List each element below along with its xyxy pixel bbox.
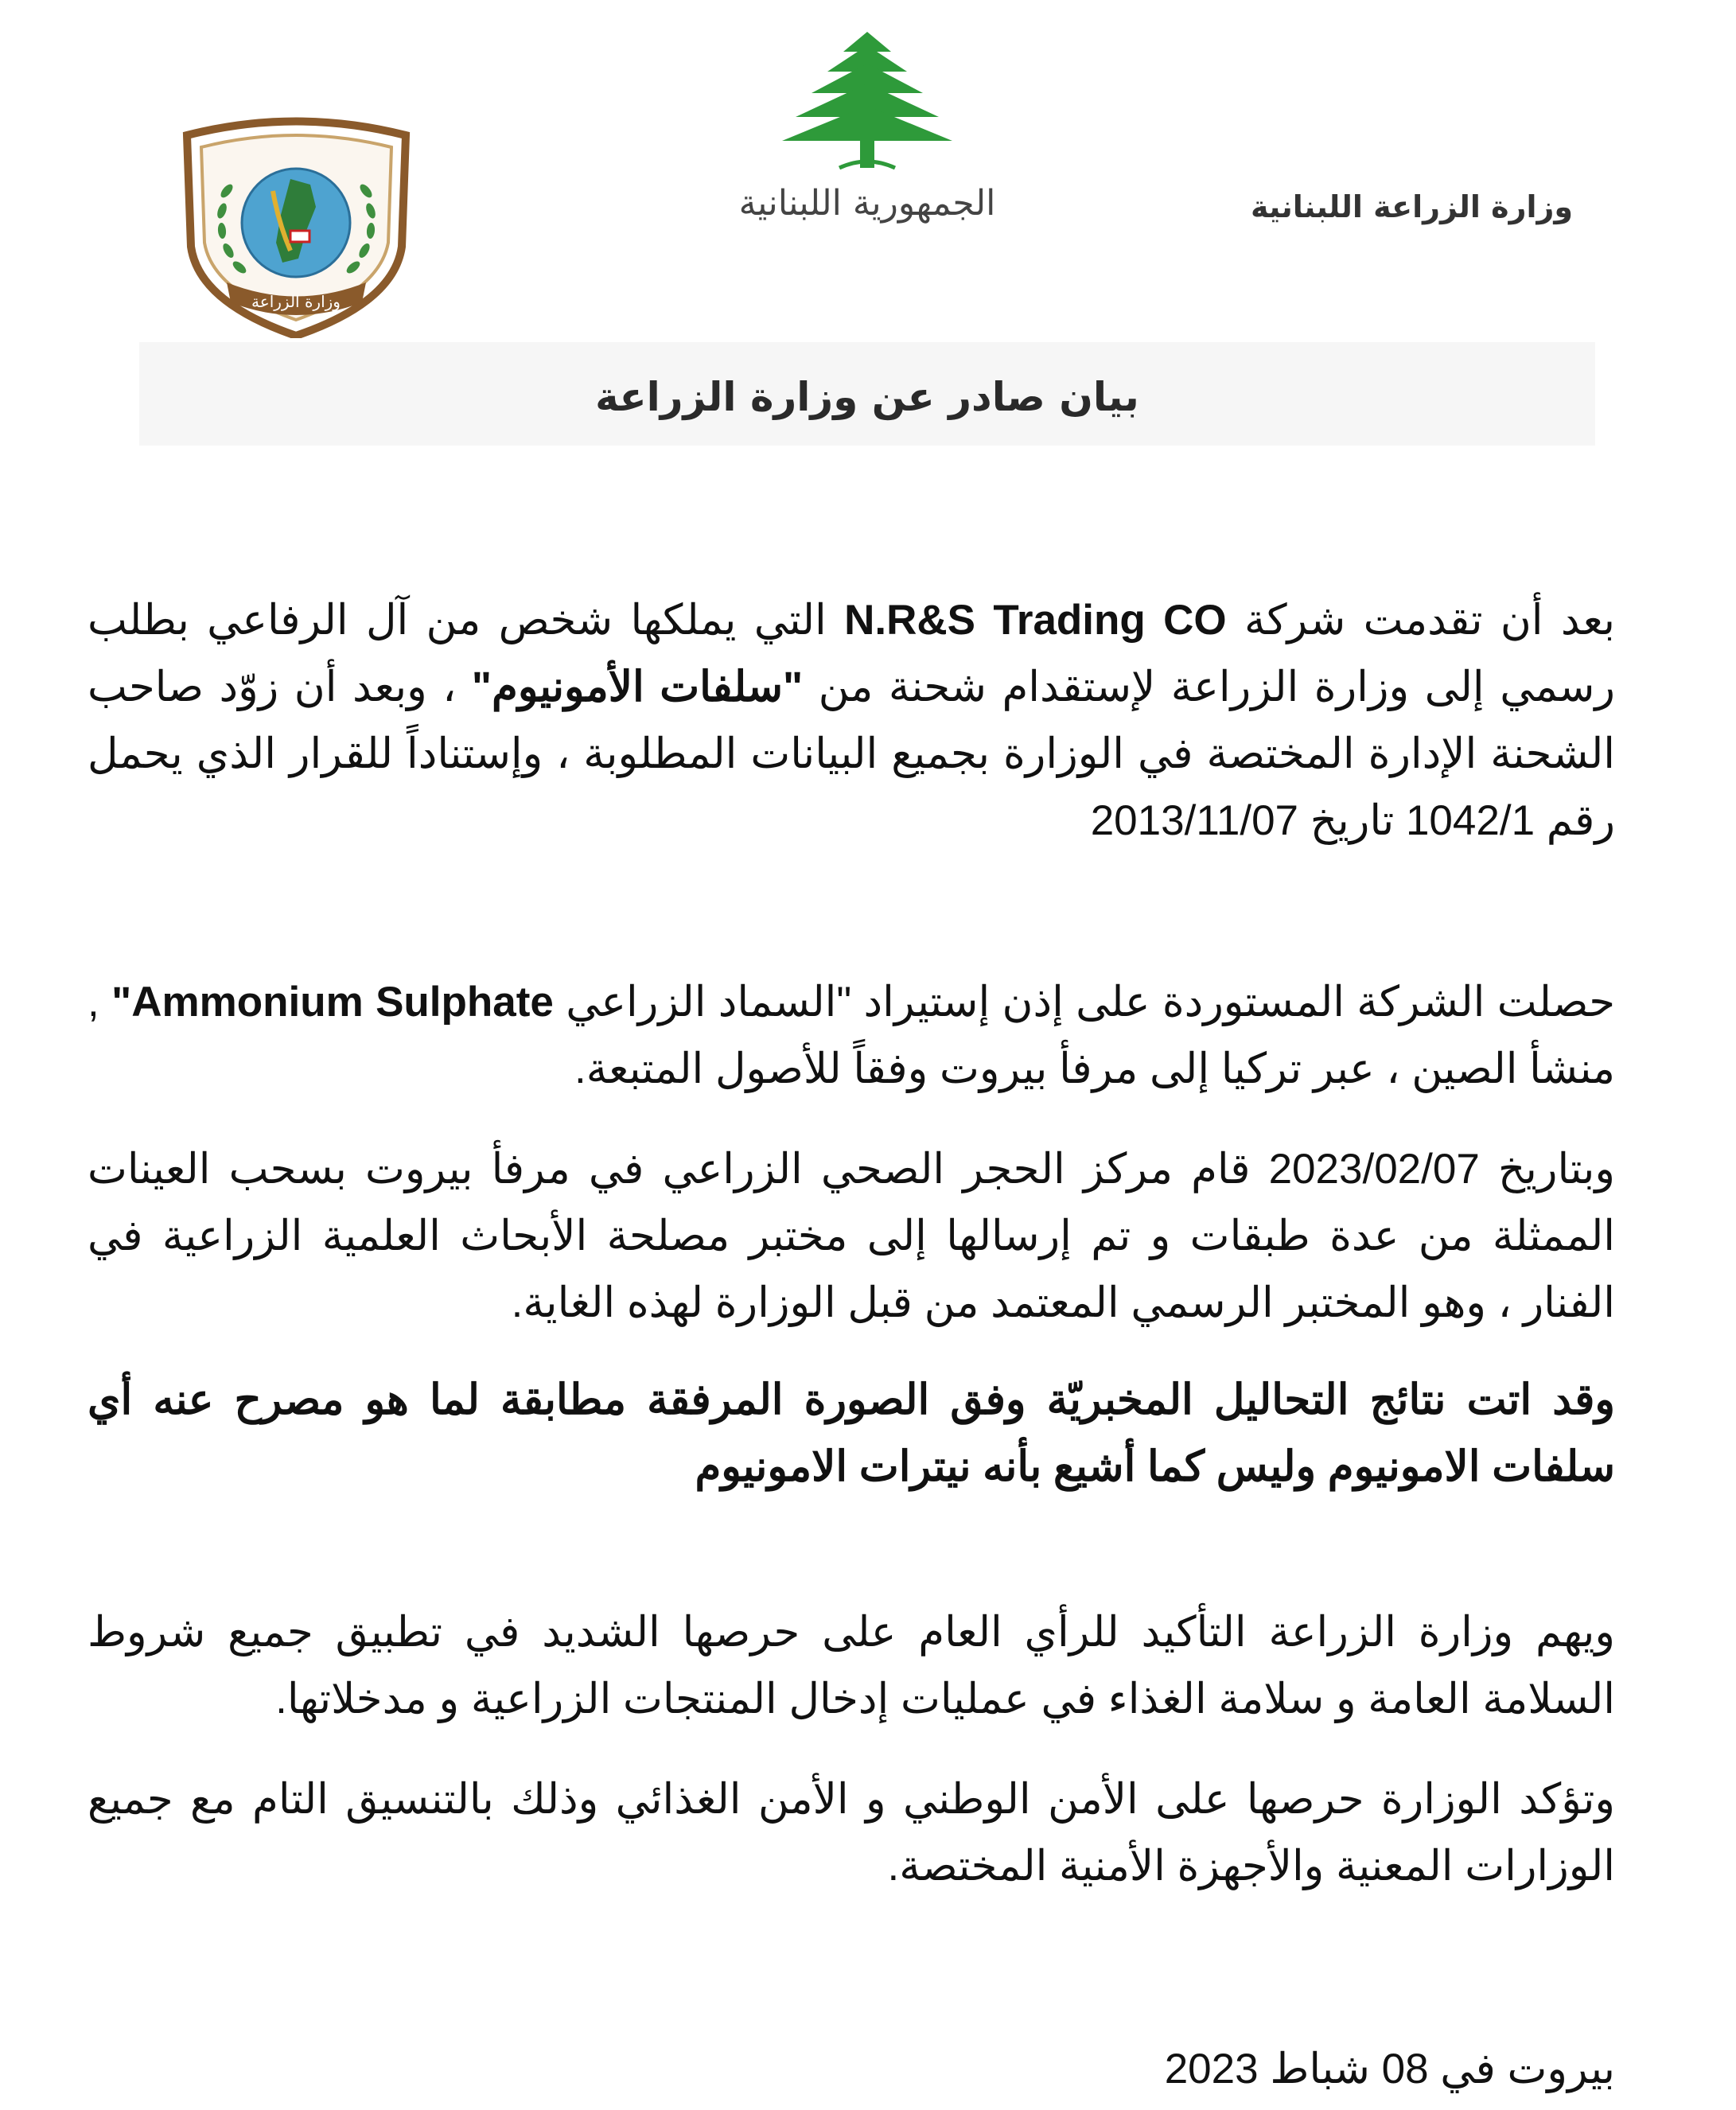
product-name-english: Ammonium Sulphate": [111, 979, 554, 1026]
paragraph-results: وقد اتت نتائج التحاليل المخبريّة وفق الصورة المرفقة مطابقة لما هو مصرح عنه أي سلفات الامونيوم وليس كما أشيع بأنه نيترات الامونيوم: [88, 1376, 1615, 1490]
text-segment: بعد أن تقدمت شركة: [1226, 597, 1615, 644]
cedar-tree-logo: [776, 28, 959, 171]
svg-text:وزارة الزراعة: وزارة الزراعة: [251, 292, 341, 311]
republic-name: الجمهورية اللبنانية: [738, 183, 996, 224]
paragraph-request: [88, 587, 1615, 855]
company-name: N.R&S Trading CO: [844, 597, 1227, 644]
paragraph-permit: [88, 969, 1615, 1103]
text-segment: ، وبعد أن زوّد صاحب الشحنة الإدارة المختصة في الوزارة بجميع البيانات المطلوبة ، وإستناداً للقرار الذي يحمل رقم 1042/1 تاريخ 2013/11/07: [88, 664, 1615, 844]
text-segment: , منشأ الصين ، عبر تركيا إلى مرفأ بيروت وفقاً للأصول المتبعة.: [88, 979, 1615, 1092]
date-line: بيروت في 08 شباط 2023: [1164, 2046, 1615, 2092]
product-name: "سلفات الأمونيوم": [471, 664, 804, 710]
ministry-name: وزارة الزراعة اللبنانية: [1250, 189, 1573, 224]
paragraph-safety: ويهم وزارة الزراعة التأكيد للرأي العام على حرصها الشديد في تطبيق جميع شروط السلامة العامة و سلامة الغذاء في عمليات إدخال المنتجات الزراعية و مدخلاتها.: [88, 1609, 1615, 1723]
paragraph-sampling: وبتاريخ 2023/02/07 قام مركز الحجر الصحي الزراعي في مرفأ بيروت بسحب العينات الممثلة من عدة طبقات و تم إرسالها إلى مختبر مصلحة الأبحاث العلمية الزراعية في الفنار ، وهو المختبر الرسمي المعتمد من قبل الوزارة لهذه الغاية.: [88, 1146, 1616, 1326]
paragraph-security: وتؤكد الوزارة حرصها على الأمن الوطني و الأمن الغذائي وذلك بالتنسيق التام مع جميع الوزارات المعنية والأجهزة الأمنية المختصة.: [88, 1776, 1615, 1890]
statement-title: بيان صادر عن وزارة الزراعة: [595, 374, 1139, 420]
text-segment: التي يملكها شخص من آل الرفاعي بطلب رسمي إلى وزارة الزراعة لإستقدام شحنة من: [88, 597, 1616, 710]
ministry-emblem-logo: [171, 111, 422, 338]
text-segment: حصلت الشركة المستوردة على إذن إستيراد "السماد الزراعي: [553, 979, 1616, 1026]
